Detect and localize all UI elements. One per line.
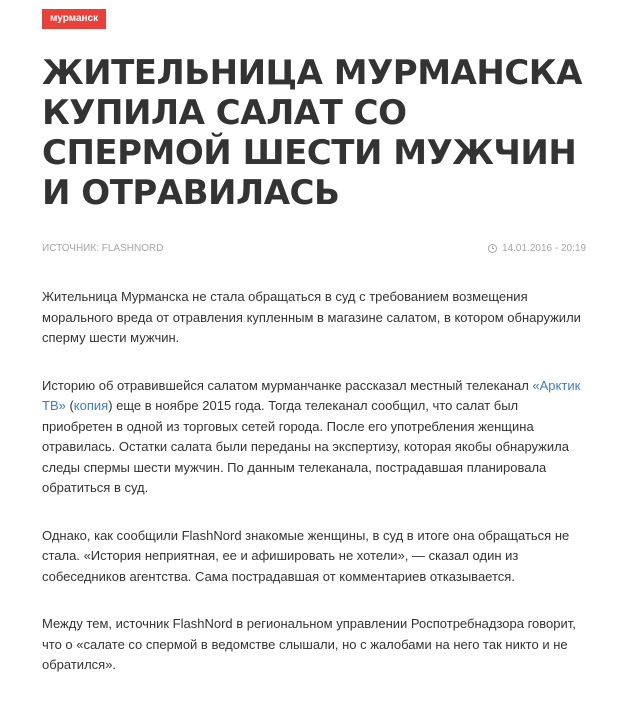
paragraph-1: Жительница Мурманска не стала обращаться в суд с требованием возмещения морального вреда от отравления купленным в магазине салатом, в котором обнаружили сперму шести мужчин. bbox=[42, 289, 581, 345]
paragraph-2 bbox=[42, 376, 582, 499]
publish-date bbox=[488, 243, 586, 254]
article-meta bbox=[42, 243, 590, 257]
date-text: 14.01.2016 - 20:19 bbox=[502, 243, 586, 254]
article-body bbox=[42, 287, 582, 676]
paragraph-3: Однако, как сообщили FlashNord знакомые женщины, в суд в итоге она обращаться не стала. «История неприятная, ее и афишировать не хотели», — сказал один из собеседников агентства. Сама пострадавшая от комментариев отказывается. bbox=[42, 527, 570, 584]
paragraph-2-start: Историю об отравившейся салатом мурманчанке рассказал местный телеканал bbox=[42, 377, 533, 393]
arktik-tv-link[interactable]: «Арктик ТВ» bbox=[42, 377, 581, 413]
article bbox=[42, 8, 590, 703]
paragraph-4: Между тем, источник FlashNord в региональном управлении Роспотребнадзора говорит, что о «салате со спермой в ведомстве слышали, но с жалобами на него так никто и не обратился». bbox=[42, 616, 576, 672]
source-label: ИСТОЧНИК: FLASHNORD bbox=[42, 243, 164, 254]
clock-icon bbox=[488, 244, 497, 253]
paragraph-2-rest: ) еще в ноябре 2015 года. Тогда телеканал сообщил, что салат был приобретен в одной из торговых сетей города. После его употребления женщина отравилась. Остатки салата были переданы на экспертизу, которая якобы обнаружила следы спермы шести мужчин. По данным телеканала, пострадавшая планировала обратиться в суд. bbox=[42, 398, 569, 495]
article-title: ЖИТЕЛЬНИЦА МУРМАНСКА КУПИЛА САЛАТ СО СПЕРМОЙ ШЕСТИ МУЖЧИН И ОТРАВИЛАСЬ bbox=[42, 53, 582, 213]
category-tag[interactable]: мурманск bbox=[42, 9, 106, 29]
paragraph-2-paren: ( bbox=[65, 398, 74, 413]
copy-link[interactable]: копия bbox=[73, 398, 109, 413]
